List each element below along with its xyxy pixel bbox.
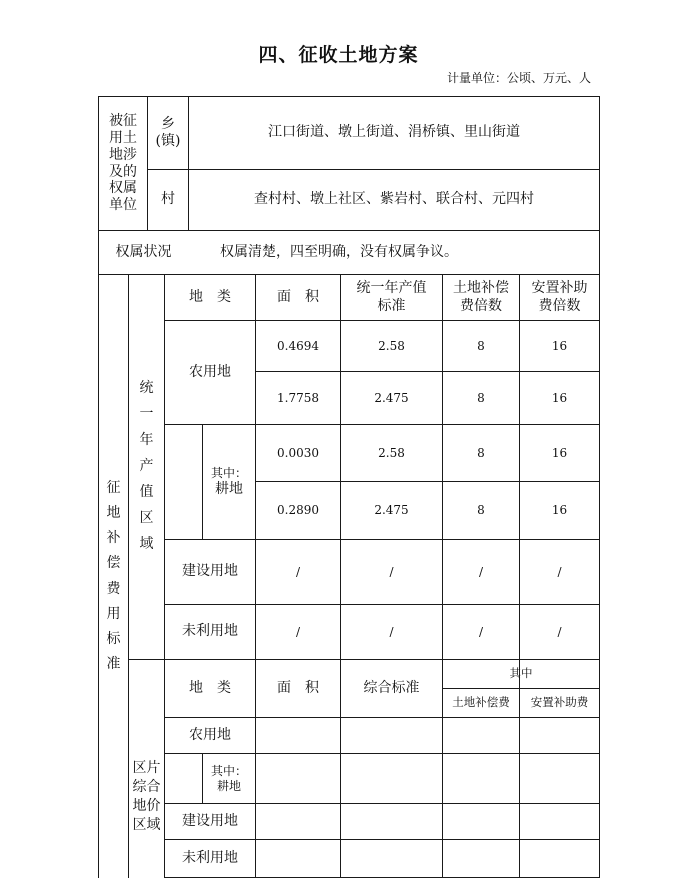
standard-cell: /: [389, 564, 394, 579]
header-resettle-multiple: 安置补助费倍数: [531, 280, 588, 314]
region1-label: [129, 275, 164, 659]
land-multiple-cell: /: [478, 564, 484, 579]
region2-label: [129, 660, 164, 878]
region2-header-resettle-fee: 安置补助费: [530, 695, 589, 710]
resettle-multiple-cell: /: [557, 564, 562, 579]
region2-farmland-label: 农用地: [189, 726, 231, 743]
ownership-label-line: 地涉: [109, 146, 137, 163]
land-multiple-cell: 8: [477, 390, 485, 405]
resettle-multiple-cell: 16: [551, 503, 568, 517]
ownership-label-line: 单位: [109, 197, 137, 214]
standard-cell: 2.58: [378, 338, 405, 353]
standard-cell: 2.475: [374, 390, 409, 405]
resettle-multiple-cell: /: [557, 624, 562, 639]
village-value: 查村村、墩上社区、紫岩村、联合村、元四村: [254, 191, 534, 208]
region2-header-land-type: 地 类: [189, 679, 231, 696]
ownership-label-line: 及的: [109, 163, 137, 180]
page-title: 四、征收土地方案: [258, 44, 419, 66]
region2-arable-label: [203, 754, 255, 803]
region2-of-which-label: 其中：: [210, 763, 247, 778]
construction-land-label: 建设用地: [182, 563, 238, 580]
region2-header-of-which: 其中: [509, 666, 533, 681]
region2-arable-text: 耕地: [216, 778, 241, 793]
ownership-label-line: 用土: [109, 129, 137, 146]
compensation-standard-text: 征地补偿费用标准: [106, 479, 121, 673]
header-land-multiple: 土地补偿费倍数: [453, 280, 509, 314]
area-cell: 0.2890: [277, 503, 319, 517]
ownership-label-line: 权属: [109, 180, 137, 197]
resettle-multiple-cell: 16: [551, 390, 568, 405]
standard-cell: 2.475: [374, 503, 409, 517]
ownership-status-label: 权属状况: [115, 243, 172, 260]
township-value: 江口街道、墩上街道、涓桥镇、里山街道: [268, 124, 520, 141]
compensation-standard-label: [99, 275, 128, 878]
standard-cell: /: [389, 624, 394, 639]
area-cell: 0.4694: [277, 338, 319, 353]
area-cell: /: [295, 564, 301, 579]
region2-header-area: 面 积: [277, 679, 319, 696]
header-land-type: 地 类: [189, 288, 231, 305]
ownership-label-line: 被征: [109, 113, 137, 130]
region1-label-text: 统一年产值区域: [139, 380, 154, 552]
township-label: 乡 (镇): [155, 115, 181, 149]
region2-construction-label: 建设用地: [182, 812, 238, 829]
ownership-status-value: 权属清楚，四至明确，没有权属争议。: [220, 243, 458, 260]
unused-land-label: 未利用地: [182, 623, 238, 640]
land-acquisition-table: [98, 96, 600, 878]
region2-header-land-fee: 土地补偿费: [452, 695, 510, 710]
header-area: 面 积: [277, 288, 319, 305]
region2-unused-label: 未利用地: [182, 849, 238, 866]
area-cell: 0.0030: [277, 445, 319, 460]
arable-spacer: [165, 425, 202, 539]
region2-label-text: 区片综合地价区域: [132, 760, 161, 833]
header-unified-output-standard: 统一年产值标准: [356, 280, 427, 314]
area-cell: 1.7758: [277, 390, 319, 405]
land-multiple-cell: /: [478, 624, 484, 639]
unit-note: 计量单位：公顷、万元、人: [446, 71, 591, 85]
land-multiple-cell: 8: [477, 503, 485, 517]
standard-cell: 2.58: [378, 445, 405, 460]
resettle-multiple-cell: 16: [551, 338, 568, 353]
arable-label: [203, 425, 255, 539]
region2-header-composite: 综合标准: [363, 679, 420, 696]
area-cell: /: [295, 624, 301, 639]
of-which-label: 其中：: [210, 465, 247, 480]
village-label: 村: [161, 191, 175, 208]
ownership-label: [99, 97, 147, 230]
land-multiple-cell: 8: [477, 445, 485, 460]
arable-text: 耕地: [215, 480, 243, 497]
land-multiple-cell: 8: [477, 338, 485, 353]
farmland-label: 农用地: [189, 363, 231, 380]
resettle-multiple-cell: 16: [551, 445, 568, 460]
